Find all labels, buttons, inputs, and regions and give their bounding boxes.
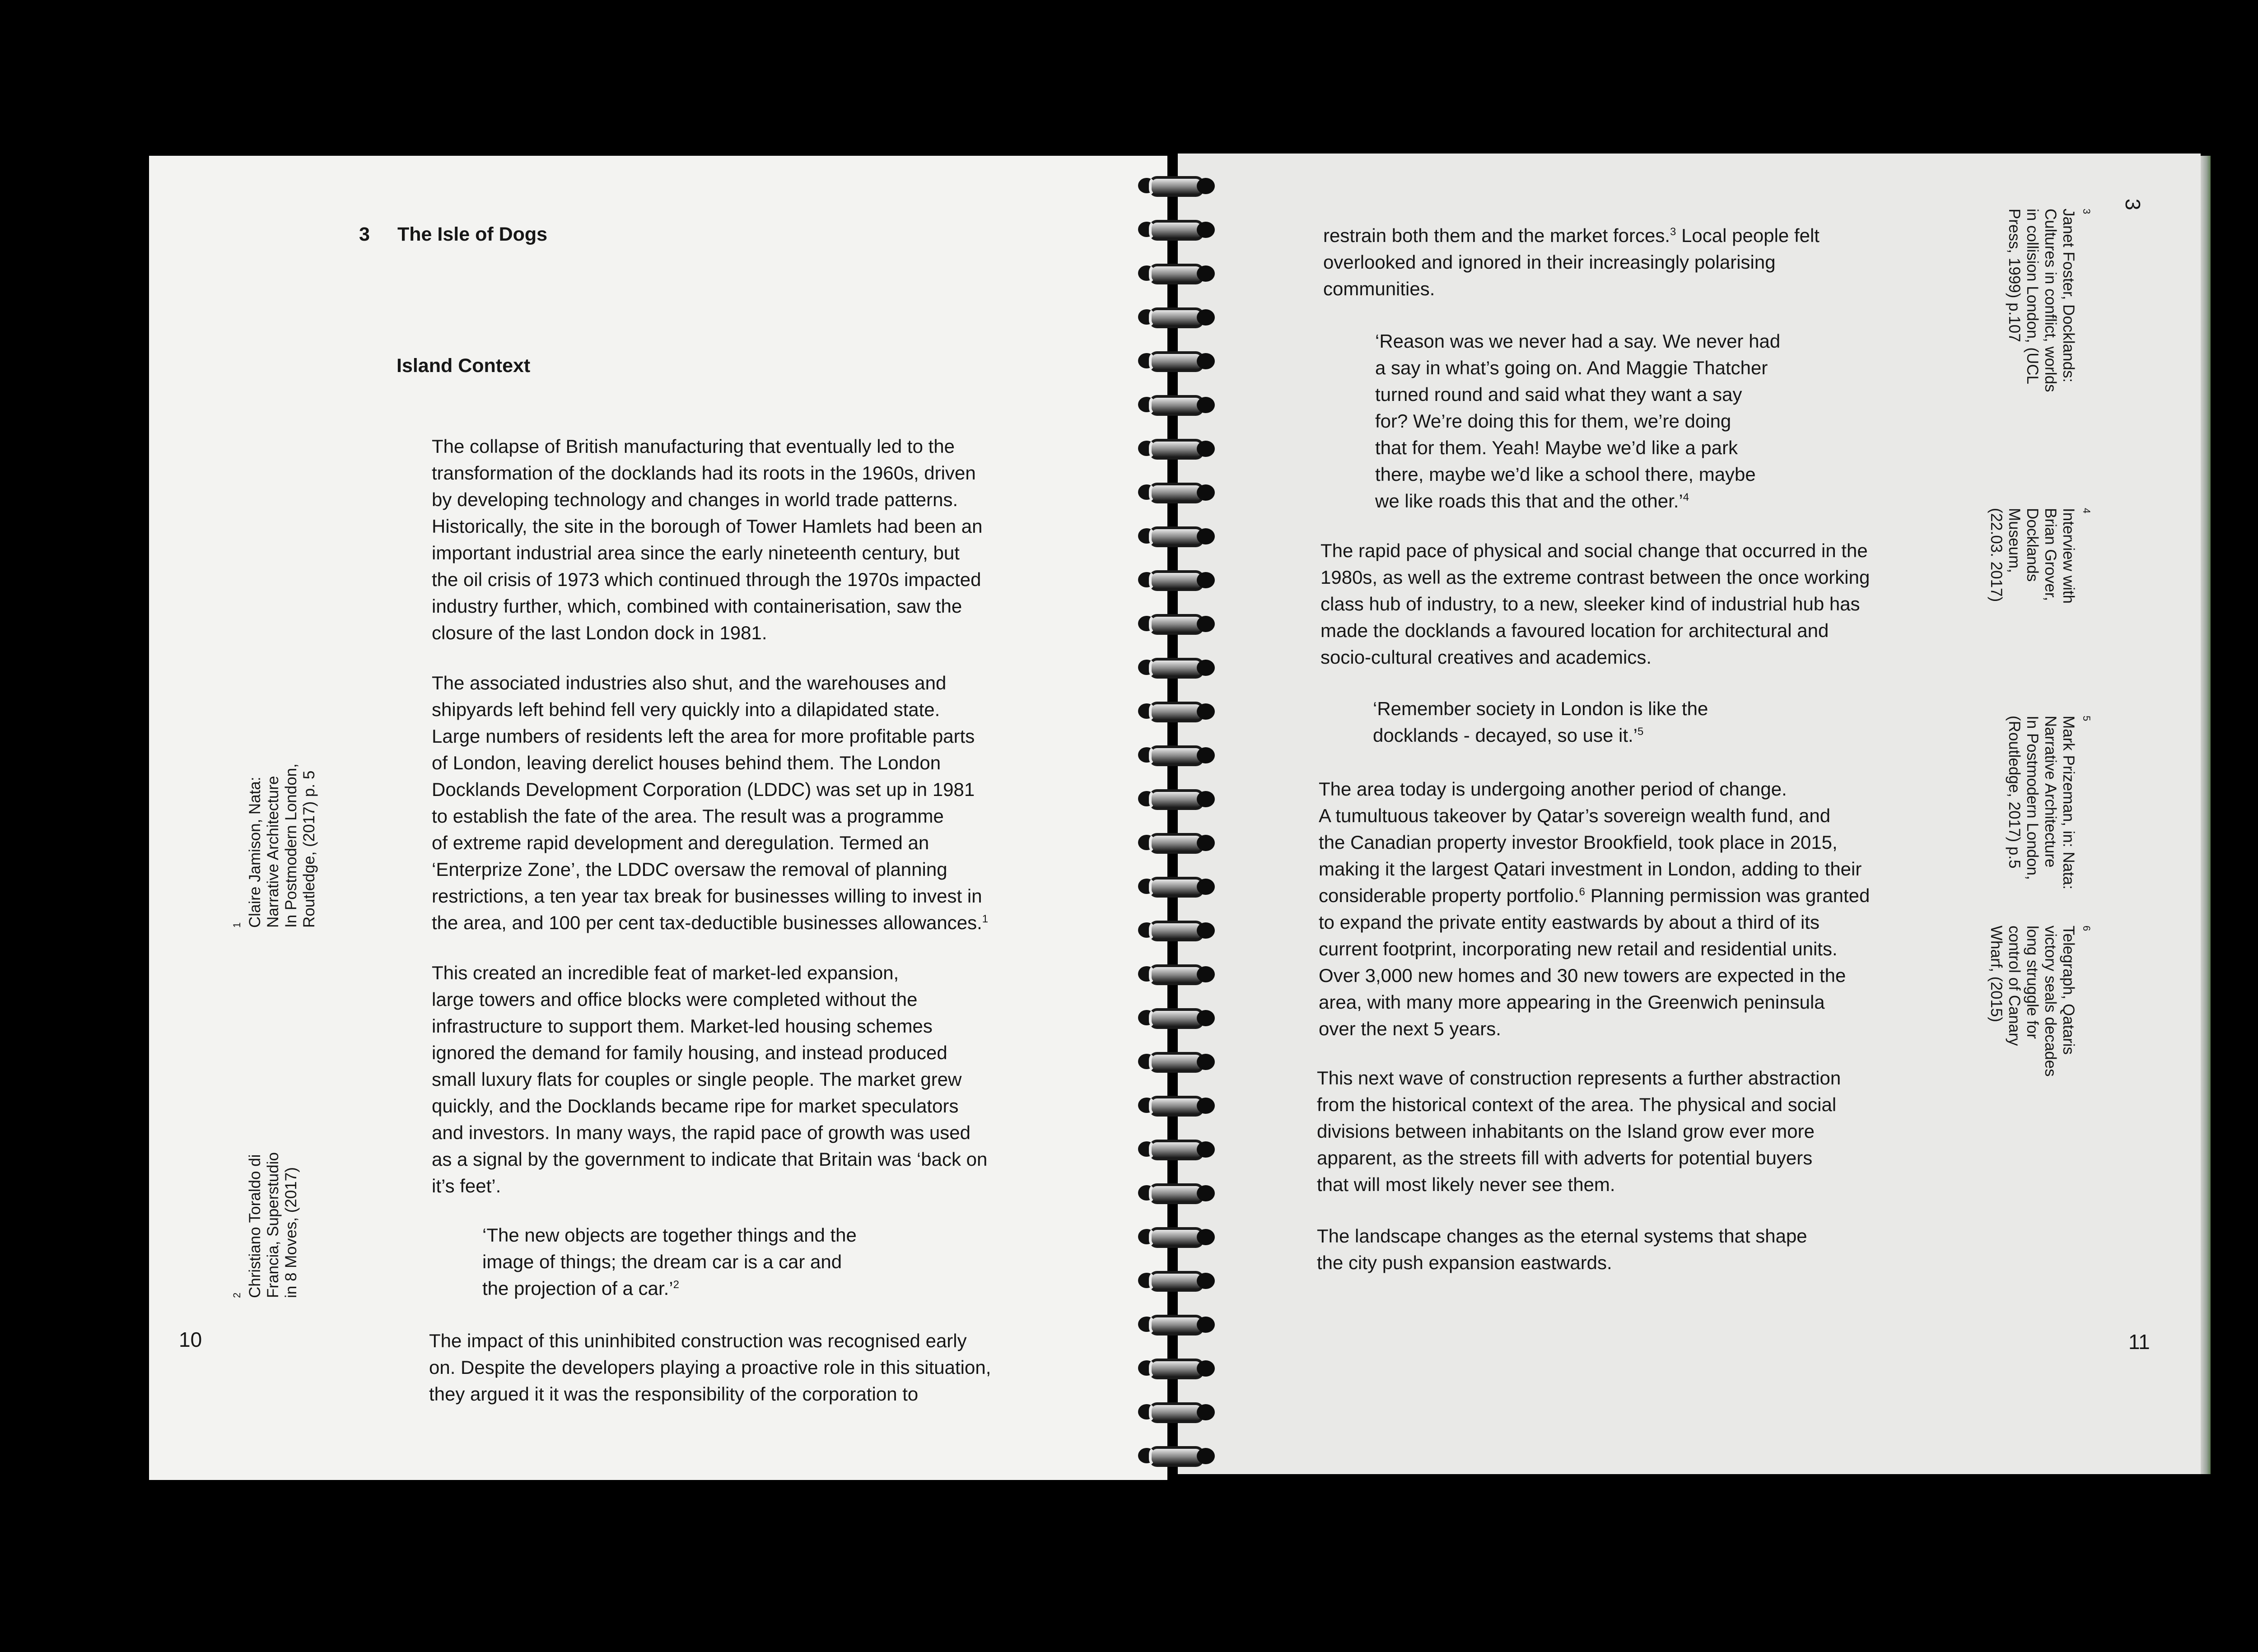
binding-coil	[1129, 610, 1219, 637]
footnote-1-number: 1	[231, 922, 243, 928]
footnote-4-number: 4	[2081, 508, 2092, 514]
left-paragraph-4: The impact of this uninhibited construction was recognised early on. Despite the developers playing a proactive role in this situation, they argued it it was the responsibility of the corporation to	[429, 1330, 991, 1405]
spiral-binding	[1129, 163, 1219, 1463]
footnote-4	[1987, 508, 2095, 604]
binding-coil	[1129, 1442, 1219, 1469]
binding-coil	[1129, 653, 1219, 680]
page-edge	[2201, 156, 2211, 1474]
footnote-5-text: Mark Prizeman, in: Nata: Narrative Architecture In Postmodern London, (Routledge, 2017) p.5	[2006, 716, 2077, 890]
binding-coil	[1129, 172, 1219, 199]
binding-coil	[1129, 347, 1219, 374]
corner-chapter-number: 3	[2121, 199, 2145, 210]
footnote-1-text: Claire Jamison, Nata: Narrative Architecture In Postmodern London, Routledge, (2017) p. 5	[246, 763, 318, 928]
binding-coil	[1129, 522, 1219, 549]
right-paragraph-5: The landscape changes as the eternal systems that shape the city push expansion eastwards.	[1317, 1225, 1807, 1273]
binding-coil	[1129, 1091, 1219, 1118]
right-paragraph-continued: restrain both them and the market forces.$^3$ Local people felt overlooked and ignored in their increasingly polarising communities.	[1323, 225, 1819, 299]
footnote-ref-2[interactable]: 2	[673, 1279, 679, 1291]
footnote-6	[1987, 926, 2095, 1077]
footnote-ref-6[interactable]: 6	[1579, 886, 1586, 898]
binding-coil	[1129, 1179, 1219, 1206]
footnote-ref-3[interactable]: 3	[1670, 226, 1676, 238]
footnote-2-text: Christiano Toraldo di Francia, Superstudio in 8 Moves, (2017)	[246, 1152, 300, 1298]
footnote-2	[228, 1152, 300, 1298]
binding-coil	[1129, 828, 1219, 856]
left-quote: ‘The new objects are together things and the image of things; the dream car is a car and the projection of a car.’$^2$	[482, 1224, 857, 1299]
section-title: Island Context	[397, 355, 531, 377]
chapter-title: The Isle of Dogs	[397, 223, 548, 245]
binding-coil	[1129, 872, 1219, 899]
binding-coil	[1129, 1047, 1219, 1075]
binding-coil	[1129, 215, 1219, 242]
right-paragraph-4: This next wave of construction represents a further abstraction from the historical context of the area. The physical and social divisions between inhabitants on the Island grow ever more apparent, as the streets fill with adverts for potential buyers that will most likely never see them.	[1317, 1067, 1841, 1195]
page-number-left: 10	[179, 1328, 202, 1351]
page-number-right: 11	[2128, 1330, 2150, 1354]
right-paragraph-2: The rapid pace of physical and social change that occurred in the 1980s, as well as the extreme contrast between the once working class hub of industry, to a new, sleeker kind of industrial hub has made the docklands a favoured location for architectural and socio-cultural creatives and academics.	[1320, 540, 1870, 668]
binding-coil	[1129, 566, 1219, 593]
binding-coil	[1129, 1310, 1219, 1337]
binding-coil	[1129, 741, 1219, 768]
left-paragraph-2: The associated industries also shut, and the warehouses and shipyards left behind fell very quickly into a dilapidated state. Large numbers of residents left the area for more profitable parts of London, leaving derelict houses behind them. The London Docklands Development Corporation (LDDC) was set up in 1981 to establish the fate of the area. The result was a programme of extreme rapid development and deregulation. Termed an ‘Enterprize Zone’, the LDDC oversaw the removal of planning restrictions, a ten year tax break for businesses willing to invest in the area, and 100 per cent tax-deductible businesses allowances.$^1$	[432, 672, 989, 933]
binding-coil	[1129, 478, 1219, 505]
binding-coil	[1129, 1354, 1219, 1381]
binding-coil	[1129, 391, 1219, 418]
chapter-number: 3	[359, 223, 370, 245]
binding-coil	[1129, 1266, 1219, 1294]
footnote-3-text: Janet Foster, Docklands: Cultures in conflict, worlds in collision London, (UCL Press, 1999) p.107	[2006, 209, 2077, 392]
footnote-6-number: 6	[2081, 926, 2092, 931]
footnote-ref-4[interactable]: 4	[1683, 491, 1689, 503]
left-paragraph-1: The collapse of British manufacturing that eventually led to the transformation of the docklands had its roots in the 1960s, driven by developing technology and changes in world trade patterns. Historically, the site in the borough of Tower Hamlets had been an important industrial area since the early nineteenth century, but the oil crisis of 1973 which continued through the 1970s impacted industry further, which, combined with containerisation, saw the closure of the last London dock in 1981.	[432, 436, 983, 643]
footnote-5	[2005, 716, 2095, 889]
footnote-5-number: 5	[2081, 716, 2092, 721]
binding-coil	[1129, 1004, 1219, 1031]
footnote-6-text: Telegraph, Qataris victory seals decades long struggle for control of Canary Wharf, (2015)	[1987, 926, 2077, 1077]
left-paragraph-3: This created an incredible feat of market-led expansion, large towers and office blocks were completed without the infrastructure to support them. Market-led housing schemes ignored the demand for family housing, and instead produced small luxury flats for couples or single people. The market grew quickly, and the Docklands became ripe for market speculators and investors. In many ways, the rapid pace of growth was used as a signal by the government to indicate that Britain was ‘back on it’s feet’.	[432, 962, 988, 1196]
binding-coil	[1129, 434, 1219, 461]
binding-coil	[1129, 785, 1219, 812]
binding-coil	[1129, 697, 1219, 724]
right-quote-2: ‘Remember society in London is like the docklands - decayed, so use it.’$^5$	[1373, 698, 1708, 746]
footnote-ref-1[interactable]: 1	[982, 913, 989, 925]
right-quote-1: ‘Reason was we never had a say. We never had a say in what’s going on. And Maggie Thatcher turned round and said what they want a say for? We’re doing this for them, we’re doing that for them. Yeah! Maybe we’d like a park there, maybe we’d like a school there, maybe we like roads this that and the other.’$^4$	[1375, 330, 1781, 512]
right-paragraph-3: The area today is undergoing another period of change. A tumultuous takeover by Qatar’s sovereign wealth fund, and the Canadian property investor Brookfield, took place in 2015, making it the largest Qatari investment in London, adding to their considerable property portfolio.$^6$ Planning permission was granted to expand the private entity eastwards by about a third of its current footprint, incorporating new retail and residential units. Over 3,000 new homes and 30 new towers are expected in the area, with many more appearing in the Greenwich peninsula over the next 5 years.	[1319, 778, 1870, 1039]
footnote-ref-5[interactable]: 5	[1638, 726, 1644, 738]
footnote-2-number: 2	[231, 1292, 243, 1298]
binding-coil	[1129, 259, 1219, 286]
binding-coil	[1129, 1223, 1219, 1250]
binding-coil	[1129, 916, 1219, 943]
binding-coil	[1129, 960, 1219, 987]
footnote-3-number: 3	[2081, 209, 2092, 214]
binding-coil	[1129, 1398, 1219, 1425]
binding-coil	[1129, 303, 1219, 330]
binding-coil	[1129, 1135, 1219, 1162]
footnote-1	[228, 763, 318, 928]
footnote-3	[2005, 209, 2095, 392]
footnote-4-text: Interview with Brian Grover, Docklands Museum, (22.03. 2017)	[1987, 508, 2077, 604]
